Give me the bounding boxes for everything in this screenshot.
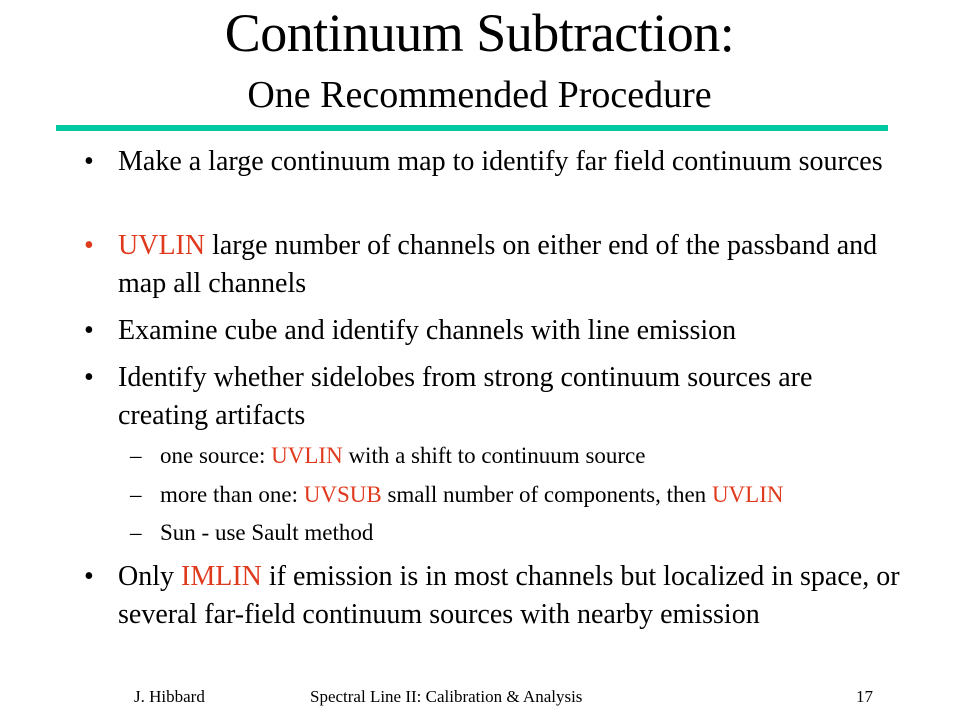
slide-title: Continuum Subtraction: [224, 3, 735, 63]
bullet-text: UVLIN large number of channels on either end of the passband and map all channels [118, 230, 878, 299]
bullet-dot-icon: • [84, 362, 94, 393]
bullet-dot-icon: • [84, 315, 94, 346]
bullet-dot-icon: • [84, 146, 94, 177]
bullet-item: • Only IMLIN if emission is in most channels but localized in space, or several far-field continuum sources with nearby emission [84, 558, 904, 634]
dash-icon: – [130, 482, 142, 507]
dash-icon: – [130, 520, 142, 545]
bullet-dot-icon: • [84, 561, 94, 592]
program-name-highlight: UVLIN [711, 482, 784, 507]
bullet-text: Make a large continuum map to identify far field continuum sources [118, 146, 883, 177]
slide-subtitle: One Recommended Procedure [247, 74, 712, 116]
program-name-highlight: IMLIN [181, 561, 262, 592]
bullet-item [84, 312, 904, 350]
bullet-item [84, 359, 904, 435]
bullet-text: Identify whether sidelobes from strong continuum sources are creating artifacts [118, 362, 813, 431]
footer-course: Spectral Line II: Calibration & Analysis [310, 687, 583, 706]
bullet-dot-icon: • [84, 230, 94, 261]
program-name-highlight: UVLIN [118, 230, 206, 261]
bullet-item [84, 227, 904, 303]
program-name-highlight: UVLIN [271, 443, 343, 468]
sub-bullet-item: – one source: UVLIN with a shift to continuum source [130, 441, 920, 471]
title-divider [56, 125, 888, 131]
footer-page-number: 17 [856, 687, 873, 706]
footer-author: J. Hibbard [134, 687, 205, 706]
program-name-highlight: UVSUB [303, 482, 382, 507]
bullet-text: Examine cube and identify channels with line emission [118, 315, 737, 346]
sub-bullet-item: – Sun - use Sault method [130, 518, 920, 548]
bullet-item [84, 143, 904, 181]
sub-bullet-item: – more than one: UVSUB small number of components, then UVLIN [130, 480, 920, 510]
dash-icon: – [130, 443, 142, 468]
